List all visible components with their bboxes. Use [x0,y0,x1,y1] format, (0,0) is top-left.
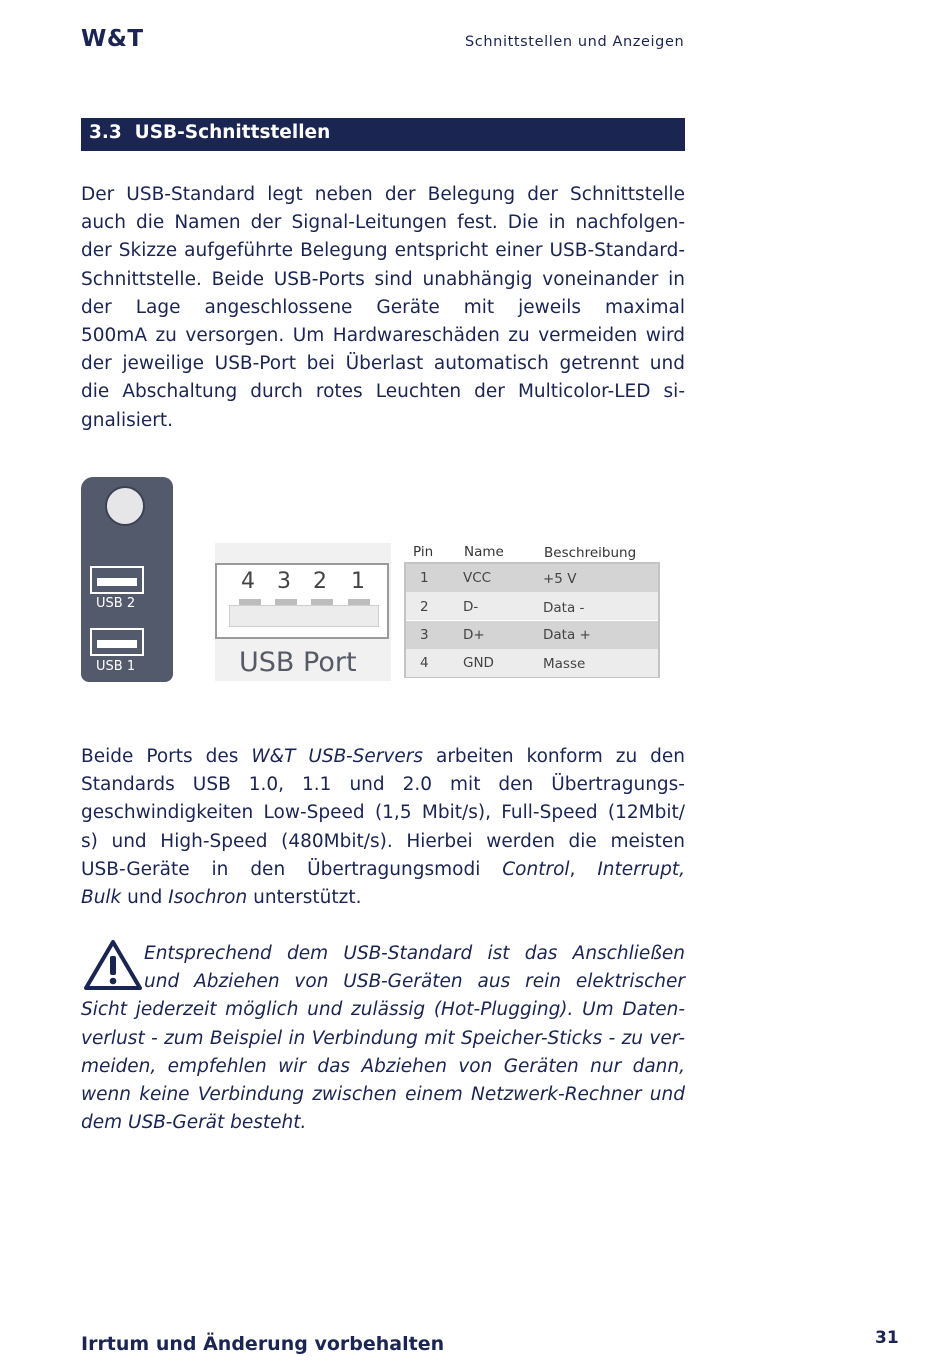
usb-1-label: USB 1 [96,659,136,674]
warning-paragraph [81,940,685,1137]
cell-description: Masse [543,656,586,672]
text-line: 500mA zu versorgen. Um Hardwareschäden zu vermeiden wird [81,325,685,347]
cell-description: +5 V [543,571,577,587]
cell-pin: 4 [420,655,429,671]
cell-description: Data - [543,600,585,616]
cell-name: D- [463,599,479,615]
text-line: wenn keine Verbindung zwischen einem Netzwerk-Rechner und [81,1084,685,1106]
text-line: dem USB-Gerät besteht. [81,1112,307,1134]
table-header-description: Beschreibung [544,545,637,561]
usb-1-socket-icon [90,628,144,656]
section-title: USB-Schnittstellen [134,122,331,143]
text-line: Bulk und Isochron unterstützt. [81,887,362,909]
cell-pin: 3 [420,627,429,643]
table-row [406,564,658,592]
running-header: Schnittstellen und Anzeigen [465,34,685,50]
usb-2-label: USB 2 [96,596,136,611]
pin-number: 2 [313,569,327,594]
text-line: Der USB-Standard legt neben der Belegung der Schnittstelle [81,184,685,205]
usb-port-connector-icon [215,563,389,639]
cell-name: VCC [463,570,492,586]
text-line: meiden, empfehlen wir das Abziehen von Geräten nur dann, [81,1055,685,1077]
cell-name: GND [463,655,494,671]
cell-pin: 1 [420,570,429,586]
text-line: s) und High-Speed (480Mbit/s). Hierbei werden die meisten [81,830,685,852]
section-heading-bar [81,118,685,151]
pin-number: 3 [277,569,291,594]
cell-description: Data + [543,627,591,643]
text-line: und Abziehen von USB-Geräten aus rein elektrischer [144,971,685,993]
section-number: 3.3 [89,122,122,143]
product-name: W&T USB-Servers [251,746,423,767]
text-line: verlust - zum Beispiel in Verbindung mit Speicher-Sticks - zu ver- [81,1027,685,1049]
ports-paragraph [81,743,685,912]
table-row [406,592,658,620]
pin-table [404,562,660,678]
panel-led-icon [105,486,145,526]
text-line: Entsprechend dem USB-Standard ist das Anschließen [144,943,685,964]
text-line: die Abschaltung durch rotes Leuchten der Multicolor-LED si- [81,381,685,403]
pin-number: 1 [351,569,365,594]
text-line: der Skizze aufgeführte Belegung entspricht einer USB-Standard- [81,240,685,262]
footer-note: Irrtum und Änderung vorbehalten [81,1333,445,1355]
usb-port-caption: USB Port [239,647,357,678]
text-line: der Lage angeschlossene Geräte mit jeweils maximal [81,296,685,318]
table-row [406,621,658,649]
usb-figure [81,477,671,687]
pin-number: 4 [241,569,255,594]
page-number: 31 [875,1328,899,1348]
text-line: auch die Namen der Signal-Leitungen fest. Die in nachfolgen- [81,212,685,234]
text-line: Sicht jederzeit möglich und zulässig (Hot-Plugging). Um Daten- [81,999,685,1021]
intro-paragraph [81,181,685,435]
text-line: geschwindigkeiten Low-Speed (1,5 Mbit/s), Full-Speed (12Mbit/ [81,802,685,824]
text-line: Schnittstelle. Beide USB-Ports sind unabhängig voneinander in [81,268,685,290]
device-front-panel [81,477,173,682]
company-logo: W&T [81,26,144,52]
text-line: der jeweilige USB-Port bei Überlast automatisch getrennt und [81,353,685,375]
table-row [406,649,658,677]
usb-port-diagram [215,543,391,681]
text-line: USB-Geräte in den Übertragungsmodi Control, Interrupt, [81,858,685,880]
table-header-pin: Pin [413,544,434,560]
usb-2-socket-icon [90,566,144,594]
text-line: Standards USB 1.0, 1.1 und 2.0 mit den Übertragungs- [81,774,685,796]
text-line: Beide Ports des W&T USB-Servers arbeiten konform zu den [81,746,686,767]
section-heading [89,122,330,143]
text-line: gnalisiert. [81,409,173,431]
table-header-name: Name [464,544,504,560]
cell-pin: 2 [420,599,429,615]
cell-name: D+ [463,627,485,643]
